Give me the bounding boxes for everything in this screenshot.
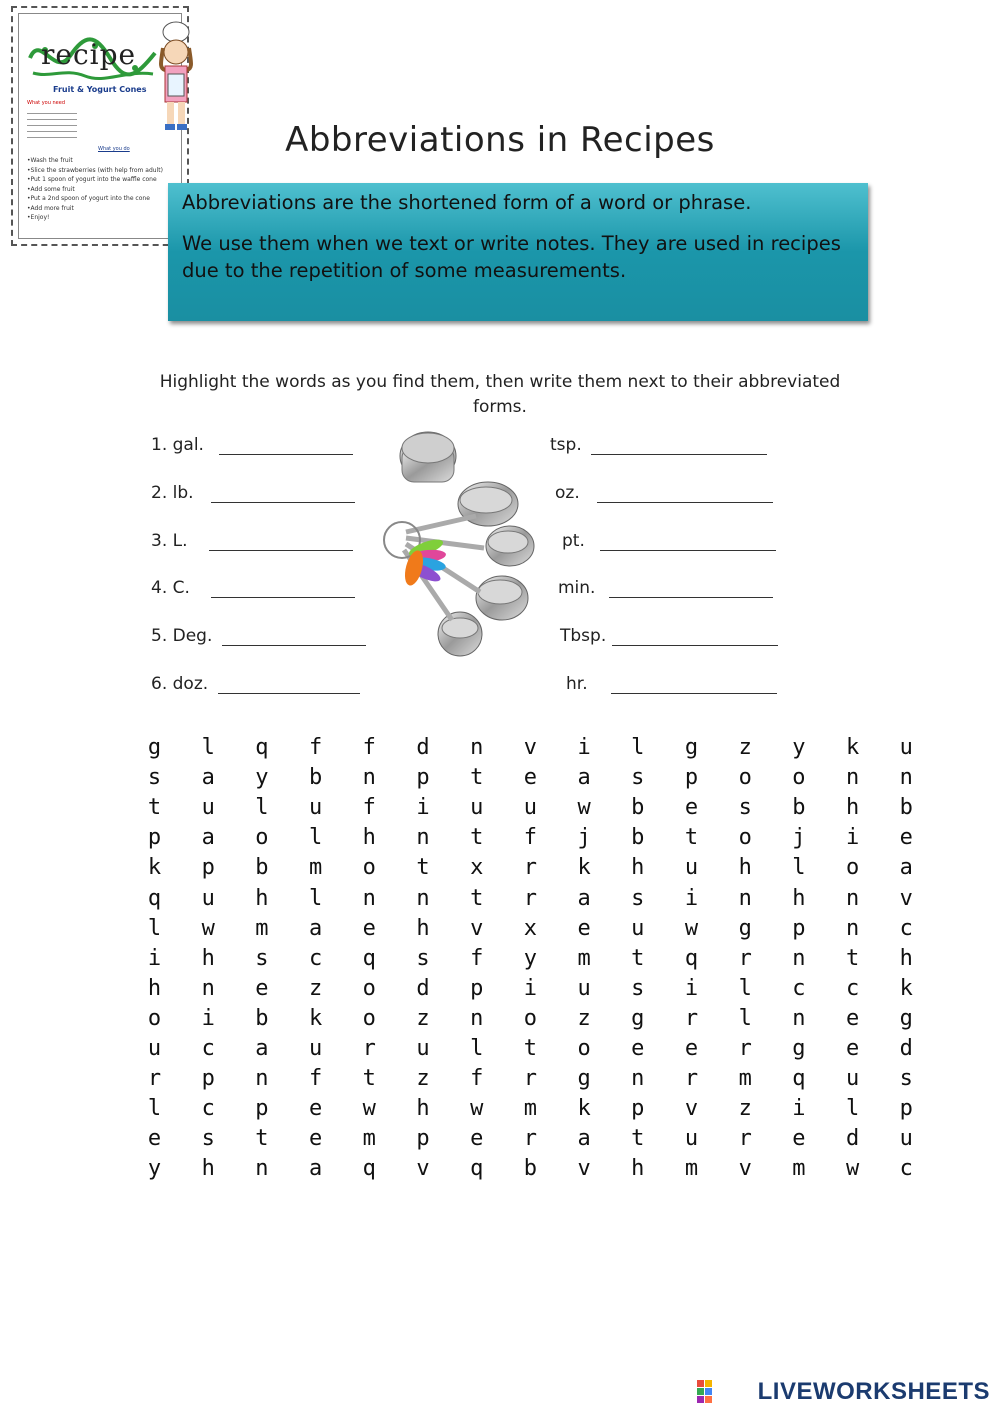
abbrev-item-l [151,531,353,551]
word-search-letter[interactable]: f [470,1066,485,1092]
word-search-letter[interactable]: h [416,1096,431,1122]
word-search-letter[interactable]: o [255,825,270,851]
word-search-letter[interactable]: b [631,825,646,851]
word-search-letter[interactable]: l [147,915,163,941]
abbrev-item-lb [151,483,355,503]
word-search-letter[interactable]: o [738,765,753,791]
abbrev-label: 5. Deg. [151,626,213,646]
word-search-letter[interactable]: s [631,975,646,1001]
word-search-letter[interactable]: b [255,1005,270,1031]
word-search-letter[interactable]: g [147,735,163,760]
word-search-letter[interactable]: c [899,915,914,941]
word-search-letter[interactable]: f [362,795,377,821]
word-search-letter[interactable]: q [362,1156,377,1182]
word-search-letter[interactable]: d [899,1036,914,1061]
answer-input-deg[interactable] [222,629,366,646]
word-search-letter[interactable]: n [845,915,861,941]
word-search-letter[interactable]: l [308,825,324,851]
word-search-letter[interactable]: n [416,825,431,851]
word-search-letter[interactable]: n [416,885,431,911]
word-search-letter[interactable]: r [362,1036,377,1061]
word-search-letter[interactable]: o [738,825,753,851]
abbrev-item-pt [562,531,776,551]
abbrev-label: min. [558,578,596,598]
word-search-letter[interactable]: i [523,975,539,1001]
word-search-letter[interactable]: a [201,765,216,791]
word-search-letter[interactable]: n [738,885,753,911]
liveworksheets-brand: LIVEWORKSHEETS [757,1378,990,1405]
word-search-letter[interactable]: r [738,945,753,971]
word-search-letter[interactable]: b [792,795,807,821]
word-search-letter[interactable]: t [416,855,431,881]
word-search-letter[interactable]: r [147,1066,163,1092]
word-search-letter[interactable]: t [845,945,861,971]
abbrev-item-tbsp [560,626,778,646]
word-search-letter[interactable]: s [738,795,753,821]
word-search-letter[interactable]: p [201,1066,216,1092]
abbrev-label: 6. doz. [151,674,209,694]
word-search-letter[interactable]: p [899,1096,914,1122]
word-search-letter[interactable]: v [523,735,539,760]
word-search-letter[interactable]: o [523,1005,539,1031]
word-search-letter[interactable]: p [255,1096,270,1122]
word-search-letter[interactable]: n [470,1005,485,1031]
word-search-letter[interactable]: u [201,795,216,821]
abbrev-item-doz [151,674,360,694]
word-search-letter[interactable]: w [362,1096,377,1122]
word-search-letter[interactable]: o [147,1005,163,1031]
word-search-letter[interactable]: r [523,1126,539,1152]
word-search-letter[interactable]: q [792,1066,807,1092]
word-search-letter[interactable]: y [523,945,539,971]
word-search-letter[interactable]: r [738,1126,753,1152]
word-search-letter[interactable]: c [899,1156,914,1182]
word-search-letter[interactable]: s [899,1066,914,1092]
word-search-letter[interactable]: o [792,765,807,791]
word-search-letter[interactable]: e [308,1096,324,1122]
answer-input-lb[interactable] [211,486,355,503]
word-search-letter[interactable]: z [738,735,753,760]
word-search-letter[interactable]: d [416,975,431,1001]
word-search-letter[interactable]: m [362,1126,377,1152]
word-search-letter[interactable]: u [684,855,700,881]
word-search-letter[interactable]: g [577,1066,592,1092]
word-search-letter[interactable]: f [308,735,324,760]
word-search-letter[interactable]: n [362,765,377,791]
word-search-letter[interactable]: x [470,855,485,881]
word-search-letter[interactable]: s [255,945,270,971]
word-search-letter[interactable]: a [308,915,324,941]
word-search-letter[interactable]: n [470,735,485,760]
word-search-letter[interactable]: e [255,975,270,1001]
word-search-letter[interactable]: i [684,885,700,911]
abbrev-label: hr. [566,674,588,694]
word-search-letter[interactable]: e [470,1126,485,1152]
word-search-letter[interactable]: n [255,1066,270,1092]
word-search-letter[interactable]: m [308,855,324,881]
abbrev-item-gal [151,435,353,455]
word-search-letter[interactable]: k [577,855,592,881]
word-search-letter[interactable]: u [523,795,539,821]
word-search-letter[interactable]: j [577,825,592,851]
answer-input-oz[interactable] [597,486,773,503]
word-search-letter[interactable]: e [684,795,700,821]
word-search-letter[interactable]: p [416,1126,431,1152]
abbrev-label: tsp. [550,435,582,455]
word-search-letter[interactable]: t [631,945,646,971]
word-search-letter[interactable]: g [738,915,753,941]
answer-input-c[interactable] [211,581,355,598]
word-search-letter[interactable]: i [147,945,163,971]
word-search-letter[interactable]: r [684,1066,700,1092]
answer-input-doz[interactable] [218,677,360,694]
word-search-letter[interactable]: z [308,975,324,1001]
word-search-letter[interactable]: f [523,825,539,851]
word-search-letter[interactable]: s [416,945,431,971]
word-search-letter[interactable]: p [470,975,485,1001]
word-search-letter[interactable]: l [201,735,216,760]
word-search-letter[interactable]: o [362,975,377,1001]
word-search-letter[interactable]: y [255,765,270,791]
word-search-letter[interactable]: t [362,1066,377,1092]
word-search-letter[interactable]: m [577,945,592,971]
word-search-letter[interactable]: k [577,1096,592,1122]
word-search-letter[interactable]: r [523,885,539,911]
word-search-letter[interactable]: v [470,915,485,941]
word-search-letter[interactable]: i [845,825,861,851]
word-search-letter[interactable]: k [845,735,861,760]
word-search-letter[interactable]: v [684,1096,700,1122]
recipe-step: •Add more fruit [27,204,74,212]
word-search-letter[interactable]: m [523,1096,539,1122]
answer-input-min[interactable] [609,581,773,598]
abbrev-item-hr [566,674,777,694]
word-search-letter[interactable]: v [738,1156,753,1182]
word-search-letter[interactable]: a [308,1156,324,1182]
word-search-letter[interactable]: e [523,765,539,791]
word-search-letter[interactable]: g [792,1036,807,1061]
measuring-cups-icon [376,420,552,666]
abbrev-label: 1. gal. [151,435,204,455]
word-search-letter[interactable]: f [470,945,485,971]
word-search-letter[interactable]: h [147,975,163,1001]
word-search-letter[interactable]: r [738,1036,753,1061]
word-search-letter[interactable]: n [845,765,861,791]
page-title [0,120,1000,160]
abbrev-item-oz [555,483,773,503]
answer-input-pt[interactable] [600,534,776,551]
word-search-letter[interactable]: n [845,885,861,911]
word-search-letter[interactable]: n [631,1066,646,1092]
word-search-letter[interactable]: o [362,1005,377,1031]
recipe-card-steps [27,156,163,223]
word-search-letter[interactable]: w [470,1096,485,1122]
word-search-letter[interactable]: v [416,1156,431,1182]
word-search-letter[interactable]: v [577,1156,592,1182]
word-search-letter[interactable]: s [631,765,646,791]
word-search-letter[interactable]: u [684,1126,700,1152]
word-search-letter[interactable]: u [308,795,324,821]
word-search-letter[interactable]: h [201,945,216,971]
answer-input-hr[interactable] [611,677,777,694]
banner-line-2: We use them when we text or write notes. They are used in recipes due to the repetition of some measurements. [182,232,841,282]
word-search-letter[interactable]: n [201,975,216,1001]
word-search-letter[interactable]: u [899,1126,914,1152]
word-search-letter[interactable]: l [845,1096,861,1122]
word-search-letter[interactable]: k [147,855,163,881]
abbrev-item-deg [151,626,366,646]
word-search-letter[interactable]: t [255,1126,270,1152]
word-search-letter[interactable]: h [845,795,861,821]
word-search-letter[interactable]: l [792,855,807,881]
word-search-letter[interactable]: w [577,795,592,821]
word-search-letter[interactable]: h [255,885,270,911]
word-search-letter[interactable]: z [416,1066,431,1092]
word-search-letter[interactable]: u [416,1036,431,1061]
answer-input-tsp[interactable] [591,438,767,455]
word-search-letter[interactable]: h [899,945,914,971]
word-search-letter[interactable]: u [631,915,646,941]
word-search-letter[interactable]: q [362,945,377,971]
word-search-letter[interactable]: b [255,855,270,881]
word-search-letter[interactable]: l [470,1036,485,1061]
recipe-step: •Add some fruit [27,185,75,193]
word-search-letter[interactable]: t [631,1126,646,1152]
word-search-letter[interactable]: t [523,1036,539,1061]
recipe-step: •Enjoy! [27,214,50,221]
word-search-letter[interactable]: w [684,915,700,941]
word-search-letter[interactable]: h [631,855,646,881]
word-search-letter[interactable]: l [255,795,270,821]
word-search-letter[interactable]: e [792,1126,807,1152]
word-search-letter[interactable]: u [577,975,592,1001]
word-search-letter[interactable]: y [792,735,807,760]
word-search-letter[interactable]: q [255,735,270,760]
recipe-step: •Put a 2nd spoon of yogurt into the cone [27,195,150,202]
word-search-letter[interactable]: t [147,795,163,821]
word-search-letter[interactable]: n [792,1005,807,1031]
word-search-letter[interactable]: g [684,735,700,760]
word-search-letter[interactable]: m [684,1156,700,1182]
recipe-step: •Put 1 spoon of yogurt into the waffle cone [27,176,157,183]
abbrev-item-tsp [550,435,767,455]
abbrev-label: Tbsp. [560,626,607,646]
word-search-letter[interactable]: q [470,1156,485,1182]
instructions: Highlight the words as you find them, then write them next to their abbreviated forms. [159,372,841,417]
word-search-letter[interactable]: i [684,975,700,1001]
recipe-step: •Slice the strawberries (with help from adult) [27,166,163,174]
word-search-letter[interactable]: s [147,765,163,791]
abbrev-label: 4. C. [151,578,190,598]
word-search-letter[interactable]: c [201,1096,216,1122]
word-search-letter[interactable]: b [308,765,324,791]
word-search-letter[interactable]: k [308,1005,324,1031]
word-search-letter[interactable]: n [362,885,377,911]
word-search-letter[interactable]: i [577,735,592,760]
word-search-letter[interactable]: e [845,1036,861,1061]
abbrev-item-c [151,578,355,598]
word-search-letter[interactable]: u [845,1066,861,1092]
word-search-letter[interactable]: a [899,855,914,881]
word-search-letter[interactable]: e [147,1126,163,1152]
word-search-letter[interactable]: i [792,1096,807,1122]
word-search-letter[interactable]: p [201,855,216,881]
word-search-letter[interactable]: p [416,765,431,791]
answer-input-tbsp[interactable] [612,629,778,646]
word-search-letter[interactable]: c [792,975,807,1001]
word-search-letter[interactable]: f [308,1066,324,1092]
word-search-letter[interactable]: r [684,1005,700,1031]
word-search-letter[interactable]: g [899,1005,914,1031]
word-search-letter[interactable]: i [416,795,431,821]
word-search-letter[interactable]: w [845,1156,861,1182]
word-search-letter[interactable]: j [792,825,807,851]
word-search-letter[interactable]: u [899,735,914,760]
word-search-letter[interactable]: e [631,1036,646,1061]
word-search-letter[interactable]: n [792,945,807,971]
word-search-letter[interactable]: h [362,825,377,851]
answer-input-l[interactable] [209,534,353,551]
recipe-card-title: recipe [41,38,137,71]
abbrev-label: 3. L. [151,531,188,551]
word-search-letter[interactable]: h [201,1156,216,1182]
word-search-letter[interactable]: n [255,1156,270,1182]
word-search-letter[interactable]: c [201,1036,216,1061]
word-search-letter[interactable]: r [523,855,539,881]
word-search-letter[interactable]: z [416,1005,431,1031]
abbrev-label: 2. lb. [151,483,194,503]
word-search-letter[interactable]: a [201,825,216,851]
word-search-letter[interactable]: p [631,1096,646,1122]
word-search-letter[interactable]: e [308,1126,324,1152]
word-search-letter[interactable]: s [631,885,646,911]
word-search-letter[interactable]: l [738,1005,753,1031]
word-search-letter[interactable]: m [255,915,270,941]
word-search-letter[interactable]: e [845,1005,861,1031]
word-search-letter[interactable]: d [845,1126,861,1152]
word-search-letter[interactable]: c [308,945,324,971]
word-search-letter[interactable]: c [845,975,861,1001]
word-search-letter[interactable]: e [577,915,592,941]
word-search-letter[interactable]: h [738,855,753,881]
word-search-letter[interactable]: o [362,855,377,881]
word-search-letter[interactable]: p [147,825,163,851]
word-search-letter[interactable]: p [684,765,700,791]
word-search-letter[interactable]: a [577,1126,592,1152]
banner-line-1: Abbreviations are the shortened form of a word or phrase. [182,191,752,214]
word-search-letter[interactable]: t [684,825,700,851]
word-search-letter[interactable]: t [470,885,485,911]
abbrev-label: pt. [562,531,585,551]
word-search-letter[interactable]: l [147,1096,163,1122]
word-search-letter[interactable]: t [470,765,485,791]
abbrev-item-min [558,578,773,598]
word-search-letter[interactable]: m [792,1156,807,1182]
recipe-card-what-heading: What you do [98,146,130,152]
word-search-letter[interactable]: u [308,1036,324,1061]
word-search-letter[interactable]: l [631,735,646,760]
liveworksheets-logo-icon [697,1380,721,1404]
word-search-letter[interactable]: s [201,1126,216,1152]
word-search-letter[interactable]: g [631,1005,646,1031]
word-search-letter[interactable]: v [899,885,914,911]
word-search-letter[interactable]: k [899,975,914,1001]
word-search-letter[interactable]: t [470,825,485,851]
word-search-letter[interactable]: m [738,1066,753,1092]
word-search-letter[interactable]: l [308,885,324,911]
word-search-letter[interactable]: b [631,795,646,821]
word-search-letter[interactable]: b [523,1156,539,1182]
word-search-letter[interactable]: h [631,1156,646,1182]
definition-banner [168,183,868,321]
abbrev-label: oz. [555,483,580,503]
word-search-letter[interactable]: w [201,915,216,941]
word-search-letter[interactable]: o [577,1036,592,1061]
word-search-letter[interactable]: e [684,1036,700,1061]
word-search-letter[interactable]: f [362,735,377,760]
recipe-step: •Wash the fruit [27,157,73,164]
word-search-letter[interactable]: l [738,975,753,1001]
word-search-letter[interactable]: h [416,915,431,941]
word-search-letter[interactable]: o [845,855,861,881]
word-search-letter[interactable]: h [792,885,807,911]
word-search-letter[interactable]: q [147,885,163,911]
word-search-letter[interactable]: d [416,735,431,760]
word-search-letter[interactable]: i [201,1005,216,1031]
word-search-letter[interactable]: p [792,915,807,941]
answer-input-gal[interactable] [219,438,353,455]
word-search-letter[interactable]: r [523,1066,539,1092]
word-search-letter[interactable]: a [577,765,592,791]
word-search-letter[interactable]: u [201,885,216,911]
word-search-letter[interactable]: u [147,1036,163,1061]
word-search-letter[interactable]: e [362,915,377,941]
page-title-text: Abbreviations in Recipes [285,120,715,160]
chef-girl-icon [151,18,201,136]
word-search-letter[interactable]: n [899,765,914,791]
word-search-letter[interactable]: q [684,945,700,971]
word-search-letter[interactable]: x [523,915,539,941]
word-search-letter[interactable]: z [738,1096,753,1122]
recipe-card-subtitle: Fruit & Yogurt Cones [53,85,147,94]
word-search-letter[interactable]: y [147,1156,163,1182]
recipe-card-need-heading: What you need [27,100,65,106]
word-search-letter[interactable]: u [470,795,485,821]
word-search-letter[interactable]: a [577,885,592,911]
word-search-letter[interactable]: b [899,795,914,821]
word-search-letter[interactable]: e [899,825,914,851]
word-search-letter[interactable]: z [577,1005,592,1031]
word-search-letter[interactable]: a [255,1036,270,1061]
